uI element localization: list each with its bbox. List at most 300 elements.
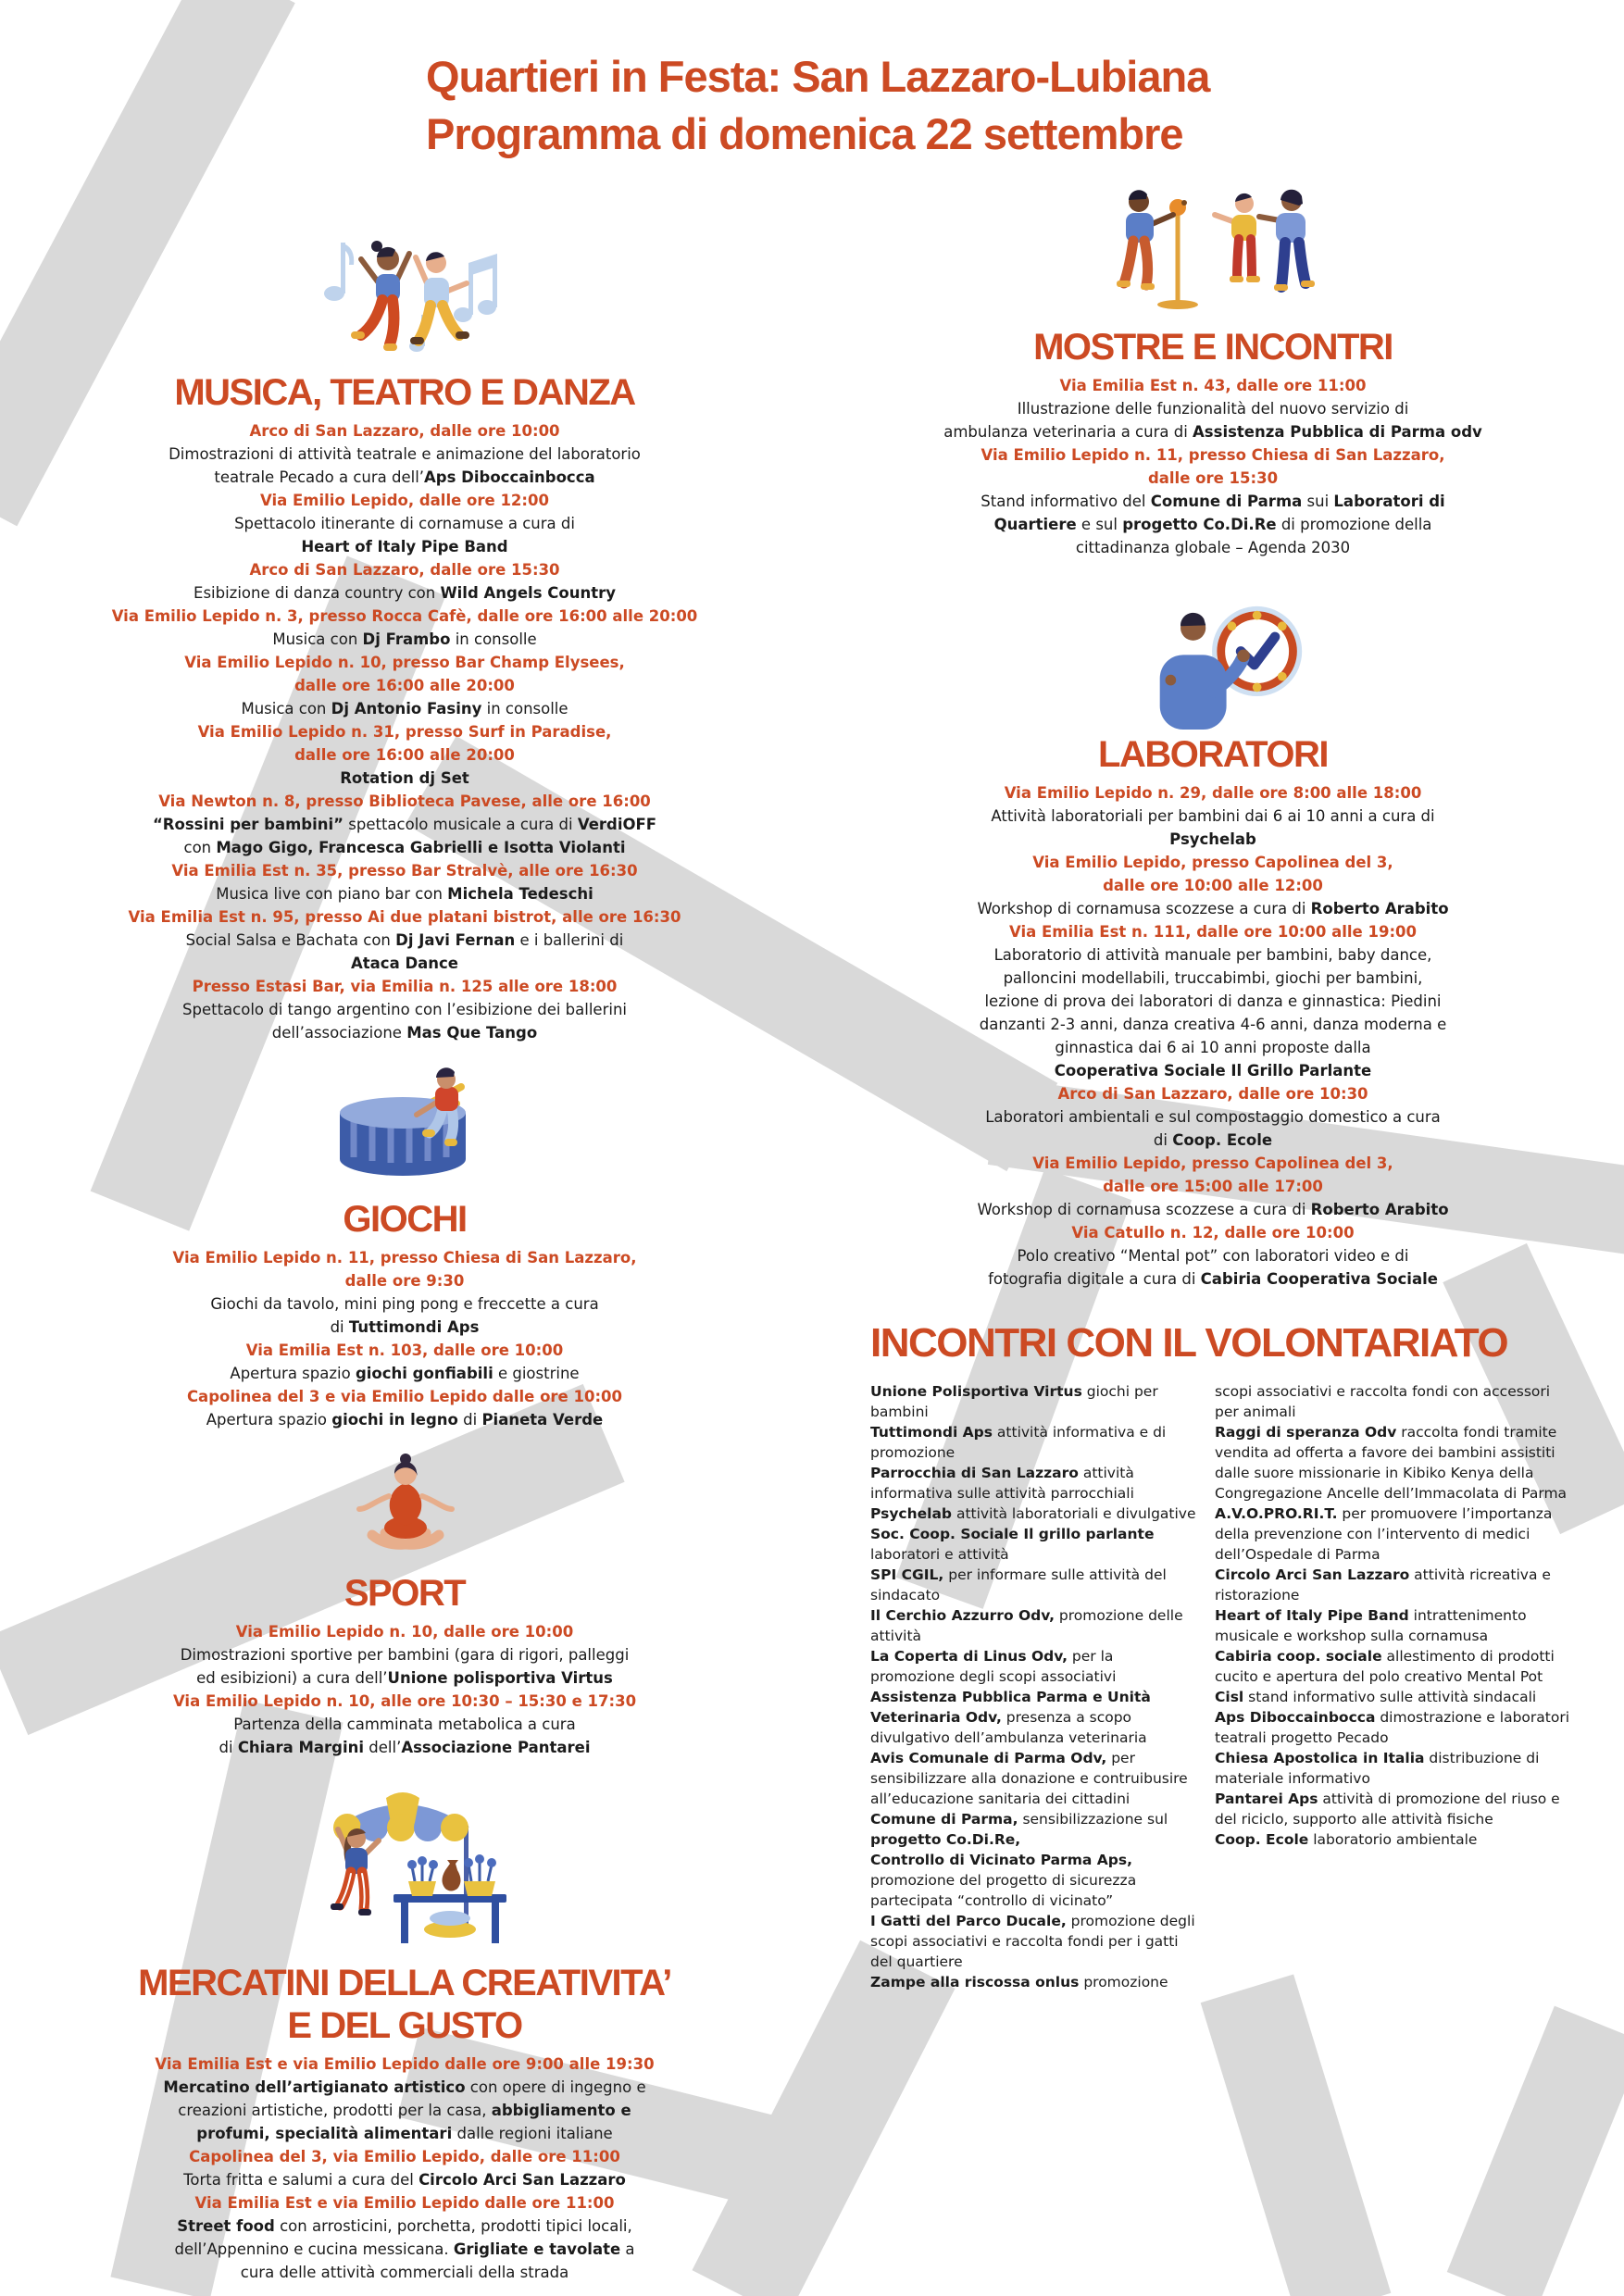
text-run: abbigliamento e	[491, 2102, 631, 2119]
text-run: Stand informativo del	[981, 493, 1151, 510]
event-location-time	[104, 1339, 706, 1362]
text-run: Musica con	[241, 700, 331, 718]
text-run: Quartiere	[993, 516, 1077, 533]
event-description	[104, 1736, 706, 1759]
text-run: Illustrazione delle funzionalità del nuovo servizio di	[1017, 400, 1409, 418]
event-description	[104, 836, 706, 859]
text-run: Via Emilio Lepido n. 11, presso Chiesa di San Lazzaro,	[981, 446, 1445, 464]
text-run: Via Emilio Lepido, presso Capolinea del 3,	[1032, 854, 1393, 871]
dancing-people-illustration	[104, 206, 706, 368]
text-run: Pantarei Aps	[1215, 1791, 1318, 1807]
text-run: raccolta fondi tramite vendita ad offerta a favore dei bambini assistiti dalle suore missionarie in Kibiko Kenya della Congregazione Ancelle dell’Immacolata di Parma	[1215, 1424, 1568, 1502]
text-run: di	[1153, 1131, 1173, 1149]
text-run: A.V.O.PRO.RI.T.	[1215, 1505, 1338, 1522]
text-run: Assistenza Pubblica di Parma odv	[1193, 423, 1482, 441]
event-location-time	[907, 1221, 1518, 1244]
text-run: Comune di Parma	[1150, 493, 1303, 510]
volontariato-entry	[1215, 1646, 1570, 1687]
event-location-time	[907, 874, 1518, 897]
text-run: Giochi da tavolo, mini ping pong e freccette a cura	[210, 1295, 599, 1313]
text-run: ed esibizioni) a cura dell’	[196, 1669, 388, 1687]
text-run: giochi gonfiabili	[355, 1365, 493, 1382]
text-run: dimostrazione e laboratori teatrali progetto Pecado	[1215, 1709, 1569, 1746]
event-description	[104, 443, 706, 466]
event-description	[104, 1408, 706, 1431]
text-run: per la promozione degli scopi associativi	[870, 1648, 1117, 1685]
text-run: Laboratori di	[1333, 493, 1445, 510]
text-run: Mas Que Tango	[406, 1024, 538, 1042]
section-giochi	[104, 1055, 706, 1431]
text-run: in consolle	[481, 700, 568, 718]
text-run: Via Emilio Lepido n. 31, presso Surf in Paradise,	[197, 723, 612, 741]
text-run: Chiesa Apostolica in Italia	[1215, 1750, 1425, 1766]
event-description	[104, 1713, 706, 1736]
event-description	[104, 1292, 706, 1316]
event-description	[907, 1059, 1518, 1082]
event-description	[907, 1198, 1518, 1221]
meditation-illustration	[104, 1448, 706, 1568]
event-location-time	[104, 1620, 706, 1643]
text-run: Cabiria coop. sociale	[1215, 1648, 1382, 1665]
text-run: Arco di San Lazzaro, dalle ore 10:30	[1057, 1085, 1368, 1103]
text-run: Avis Comunale di Parma Odv,	[870, 1750, 1107, 1766]
section-title-musica: MUSICA, TEATRO E DANZA	[174, 372, 635, 413]
tambourine-person-illustration	[907, 572, 1518, 730]
text-run: Street food	[177, 2217, 275, 2235]
text-run: a	[620, 2240, 635, 2258]
text-run: Esibizione di danza country con	[194, 584, 441, 602]
event-location-time	[104, 489, 706, 512]
event-description	[907, 490, 1518, 513]
road-band	[1447, 2006, 1624, 2296]
text-run: sensibilizzazione sul	[1018, 1811, 1168, 1828]
text-run: Apertura spazio	[206, 1411, 332, 1429]
text-run: Cooperativa Sociale Il Grillo Parlante	[1054, 1062, 1372, 1079]
section-mostre-events	[907, 374, 1518, 559]
section-title-laboratori: LABORATORI	[1098, 734, 1328, 775]
event-description	[104, 952, 706, 975]
event-description	[907, 420, 1518, 443]
event-location-time	[104, 1385, 706, 1408]
event-description	[104, 1643, 706, 1666]
section-giochi-events	[104, 1246, 706, 1431]
event-description	[104, 2261, 706, 2284]
section-title-mostre: MOSTRE E INCONTRI	[1033, 327, 1393, 368]
event-location-time	[104, 2053, 706, 2076]
text-run: spettacolo musicale a cura di	[344, 816, 578, 833]
text-run: presenza a scopo divulgativo dell’ambulanza veterinaria	[870, 1709, 1147, 1746]
section-sport-events	[104, 1620, 706, 1759]
text-run: laboratori e attività	[870, 1546, 1009, 1563]
text-run: Wild Angels Country	[440, 584, 616, 602]
text-run: “Rossini per bambini”	[152, 816, 344, 833]
text-run: Via Emilia Est e via Emilio Lepido dalle ore 11:00	[194, 2194, 615, 2212]
text-run: promozione delle attività	[870, 1607, 1183, 1644]
volontariato-entry	[870, 1687, 1196, 1748]
event-description	[907, 1267, 1518, 1291]
text-run: Via Emilio Lepido, presso Capolinea del 3,	[1032, 1154, 1393, 1172]
event-location-time	[104, 905, 706, 929]
event-description	[907, 805, 1518, 828]
text-run: Via Emilio Lepido n. 10, alle ore 10:30 – 15:30 e 17:30	[172, 1692, 637, 1710]
text-run: sui	[1302, 493, 1334, 510]
event-location-time	[907, 920, 1518, 943]
section-sport	[104, 1448, 706, 1759]
text-run: Dj Antonio Fasiny	[331, 700, 482, 718]
text-run: attività informativa e di promozione	[870, 1424, 1167, 1461]
event-description	[104, 1666, 706, 1690]
text-run: Via Emilio Lepido n. 11, presso Chiesa di San Lazzaro,	[172, 1249, 637, 1267]
text-run: dalle ore 9:30	[344, 1272, 465, 1290]
event-location-time	[104, 2145, 706, 2168]
text-run: di	[330, 1318, 349, 1336]
event-description	[104, 697, 706, 720]
volontariato-entry	[870, 1524, 1196, 1565]
event-description	[104, 535, 706, 558]
volontariato-columns	[870, 1381, 1570, 1992]
event-location-time	[907, 1152, 1518, 1175]
text-run: Musica con	[272, 630, 363, 648]
volontariato-entry	[870, 1463, 1196, 1504]
text-run: Via Emilia Est n. 35, presso Bar Stralvè, alle ore 16:30	[171, 862, 638, 880]
event-description	[907, 536, 1518, 559]
event-description	[907, 828, 1518, 851]
volontariato-entry	[870, 1605, 1196, 1646]
text-run: Musica live con piano bar con	[216, 885, 448, 903]
text-run: Associazione Pantarei	[401, 1739, 591, 1756]
text-run: attività di promozione del riuso e del riciclo, supporto alle attività fisiche	[1215, 1791, 1560, 1828]
volontariato-entry	[870, 1422, 1196, 1463]
text-run: ginnastica dai 6 ai 10 anni proposte dalla	[1055, 1039, 1371, 1056]
text-run: allestimento di prodotti cucito e apertura del polo creativo Mental Pot	[1215, 1648, 1555, 1685]
text-run: stand informativo sulle attività sindacali	[1243, 1689, 1537, 1705]
text-run: Capolinea del 3 e via Emilio Lepido dalle ore 10:00	[186, 1388, 623, 1405]
text-run: Heart of Italy Pipe Band	[1215, 1607, 1409, 1624]
event-description	[907, 967, 1518, 990]
text-run: e i ballerini di	[515, 931, 624, 949]
text-run: Aps Diboccainbocca	[1215, 1709, 1376, 1726]
text-run: intrattenimento musicale e workshop sulla cornamusa	[1215, 1607, 1527, 1644]
text-run: Laboratorio di attività manuale per bambini, baby dance,	[993, 946, 1432, 964]
text-run: promozione	[1079, 1974, 1168, 1990]
section-mostre	[907, 174, 1518, 559]
text-run: Laboratori ambientali e sul compostaggio domestico a cura	[985, 1108, 1441, 1126]
text-run: lezione di prova dei laboratori di danza e ginnastica: Piedini	[984, 992, 1442, 1010]
section-title-mercatini-line2: E DEL GUSTO	[287, 2005, 522, 2046]
section-laboratori-events	[907, 781, 1518, 1291]
text-run: Psychelab	[870, 1505, 953, 1522]
text-run: Social Salsa e Bachata con	[185, 931, 396, 949]
event-description	[907, 897, 1518, 920]
section-musica	[104, 206, 706, 1044]
volontariato-entry	[870, 1911, 1196, 1972]
event-location-time	[104, 1690, 706, 1713]
event-location-time	[907, 851, 1518, 874]
event-description	[104, 2215, 706, 2238]
text-run: Tuttimondi Aps	[870, 1424, 993, 1441]
text-run: dalle ore 16:00 alle 20:00	[294, 677, 515, 694]
text-run: Capolinea del 3, via Emilio Lepido, dalle ore 11:00	[189, 2148, 620, 2165]
text-run: Via Catullo n. 12, dalle ore 10:00	[1071, 1224, 1355, 1242]
section-musica-events	[104, 419, 706, 1044]
event-description	[907, 990, 1518, 1013]
text-run: Unione Polisportiva Virtus	[870, 1383, 1082, 1400]
text-run: dell’Appennino e cucina messicana.	[174, 2240, 454, 2258]
text-run: dalle ore 10:00 alle 12:00	[1103, 877, 1323, 894]
text-run: progetto Co.Di.Re	[1122, 516, 1277, 533]
text-run: dalle regioni italiane	[452, 2125, 613, 2142]
drum-illustration	[104, 1055, 706, 1194]
event-location-time	[104, 674, 706, 697]
event-description	[104, 998, 706, 1021]
section-mercatini	[104, 1778, 706, 2284]
section-title-volontariato: INCONTRI CON IL VOLONTARIATO	[870, 1320, 1508, 1366]
section-volontariato	[870, 1322, 1570, 1992]
event-description	[104, 1021, 706, 1044]
text-run: creazioni artistiche, prodotti per la casa,	[178, 2102, 492, 2119]
text-run: Parrocchia di San Lazzaro	[870, 1465, 1079, 1481]
event-description	[907, 1013, 1518, 1036]
text-run: Assistenza Pubblica Parma e Unità Veterinaria Odv,	[870, 1689, 1151, 1726]
event-description	[104, 2076, 706, 2099]
text-run: dell’	[364, 1739, 402, 1756]
event-location-time	[104, 1269, 706, 1292]
event-description	[907, 397, 1518, 420]
text-run: e sul	[1076, 516, 1123, 533]
section-title-giochi: GIOCHI	[343, 1199, 467, 1240]
text-run: Arco di San Lazzaro, dalle ore 10:00	[249, 422, 560, 440]
text-run: Via Emilio Lepido n. 29, dalle ore 8:00 alle 18:00	[1004, 784, 1422, 802]
text-run: Cisl	[1215, 1689, 1244, 1705]
event-description	[104, 813, 706, 836]
event-location-time	[907, 443, 1518, 467]
text-run: Via Newton n. 8, presso Biblioteca Pavese, alle ore 16:00	[158, 792, 651, 810]
volontariato-entry	[870, 1646, 1196, 1687]
text-run: per informare sulle attività del sindacato	[870, 1566, 1167, 1603]
text-run: Unione polisportiva Virtus	[387, 1669, 613, 1687]
text-run: progetto Co.Di.Re,	[870, 1831, 1021, 1848]
text-run: con	[183, 839, 217, 856]
text-run: Controllo di Vicinato Parma Aps,	[870, 1852, 1132, 1868]
event-location-time	[104, 743, 706, 767]
text-run: Pianeta Verde	[481, 1411, 604, 1429]
text-run: Dj Frambo	[362, 630, 451, 648]
text-run: Via Emilia Est n. 103, dalle ore 10:00	[245, 1341, 564, 1359]
text-run: Circolo Arci San Lazzaro	[1215, 1566, 1410, 1583]
text-run: laboratorio ambientale	[1308, 1831, 1478, 1848]
text-run: Via Emilia Est e via Emilio Lepido dalle ore 9:00 alle 19:30	[155, 2055, 655, 2073]
volontariato-entry	[870, 1565, 1196, 1605]
text-run: Dimostrazioni sportive per bambini (gara di rigori, palleggi	[180, 1646, 630, 1664]
section-title-mercatini	[104, 1962, 706, 2047]
text-run: Soc. Coop. Sociale Il grillo parlante	[870, 1526, 1155, 1542]
text-run: dalle ore 15:00 alle 17:00	[1103, 1178, 1323, 1195]
text-run: Circolo Arci San Lazzaro	[418, 2171, 626, 2189]
event-location-time	[104, 1246, 706, 1269]
event-description	[104, 882, 706, 905]
people-at-microphone-illustration	[907, 174, 1518, 322]
text-run: teatrale Pecado a cura dell’	[214, 468, 425, 486]
volontariato-entry	[1215, 1605, 1570, 1646]
text-run: promozione degli scopi associativi e raccolta fondi per i gatti del quartiere	[870, 1913, 1195, 1970]
text-run: Mago Gigo, Francesca Gabrielli e Isotta Violanti	[216, 839, 626, 856]
text-run: attività laboratoriali e divulgative	[952, 1505, 1196, 1522]
volontariato-entry	[1215, 1707, 1570, 1748]
text-run: Partenza della camminata metabolica a cura	[233, 1716, 576, 1733]
text-run: Mercatino dell’artigianato artistico	[163, 2078, 466, 2096]
event-description	[104, 2099, 706, 2122]
text-run: I Gatti del Parco Ducale,	[870, 1913, 1067, 1929]
event-location-time	[104, 859, 706, 882]
event-location-time	[104, 720, 706, 743]
volontariato-entry	[870, 1748, 1196, 1809]
text-run: Spettacolo di tango argentino con l’esibizione dei ballerini	[182, 1001, 627, 1018]
volontariato-entry	[1215, 1829, 1570, 1850]
text-run: dalle ore 16:00 alle 20:00	[294, 746, 515, 764]
text-run: fotografia digitale a cura di	[988, 1270, 1201, 1288]
event-location-time	[907, 467, 1518, 490]
text-run: Polo creativo “Mental pot” con laboratori video e di	[1017, 1247, 1409, 1265]
text-run: Coop. Ecole	[1172, 1131, 1273, 1149]
text-run: dell’associazione	[271, 1024, 407, 1042]
text-run: e giostrine	[493, 1365, 580, 1382]
event-description	[104, 1362, 706, 1385]
event-description	[907, 1036, 1518, 1059]
event-description	[907, 1244, 1518, 1267]
text-run: con arrosticini, porchetta, prodotti tipici locali,	[274, 2217, 632, 2235]
text-run: cura delle attività commerciali della strada	[240, 2264, 569, 2281]
text-run: Spettacolo itinerante di cornamuse a cura di	[234, 515, 575, 532]
text-run: cittadinanza globale – Agenda 2030	[1075, 539, 1351, 556]
event-description	[104, 581, 706, 605]
event-description	[104, 1316, 706, 1339]
text-run: di promozione della	[1276, 516, 1432, 533]
event-description	[907, 1129, 1518, 1152]
section-title-mercatini-line1: MERCATINI DELLA CREATIVITA’	[138, 1963, 671, 2003]
event-description	[104, 512, 706, 535]
event-description	[104, 929, 706, 952]
section-mercatini-events	[104, 2053, 706, 2284]
event-location-time	[104, 2191, 706, 2215]
event-location-time	[104, 651, 706, 674]
text-run: Via Emilio Lepido n. 10, presso Bar Champ Elysees,	[184, 654, 625, 671]
text-run: attività ricreativa e ristorazione	[1215, 1566, 1551, 1603]
text-run: Via Emilia Est n. 95, presso Ai due platani bistrot, alle ore 16:30	[128, 908, 681, 926]
volontariato-entry	[870, 1381, 1196, 1422]
text-run: promozione del progetto di sicurezza partecipata “controllo di vicinato”	[870, 1872, 1137, 1909]
text-run: Workshop di cornamusa scozzese a cura di	[977, 1201, 1311, 1218]
text-run: Workshop di cornamusa scozzese a cura di	[977, 900, 1311, 917]
text-run: di	[219, 1739, 238, 1756]
text-run: scopi associativi e raccolta fondi con accessori per animali	[1215, 1383, 1551, 1420]
text-run: attività informativa sulle attività parrocchiali	[870, 1465, 1134, 1502]
text-run: Raggi di speranza Odv	[1215, 1424, 1397, 1441]
volontariato-entry	[1215, 1565, 1570, 1605]
volontariato-entry	[870, 1972, 1196, 1992]
section-laboratori	[907, 572, 1518, 1291]
page-title-line2: Programma di domenica 22 settembre	[426, 109, 1183, 158]
text-run: Roberto Arabito	[1310, 900, 1449, 917]
section-title-sport: SPORT	[344, 1573, 466, 1614]
volontariato-entry	[1215, 1789, 1570, 1829]
volontariato-entry	[1215, 1687, 1570, 1707]
text-run: dalle ore 15:30	[1147, 469, 1279, 487]
text-run: Heart of Italy Pipe Band	[301, 538, 508, 555]
text-run: Via Emilio Lepido n. 3, presso Rocca Cafè, dalle ore 16:00 alle 20:00	[111, 607, 698, 625]
text-run: Arco di San Lazzaro, dalle ore 15:30	[249, 561, 560, 579]
event-location-time	[104, 605, 706, 628]
text-run: profumi, specialità alimentari	[196, 2125, 453, 2142]
text-run: Coop. Ecole	[1215, 1831, 1309, 1848]
volontariato-entry	[1215, 1748, 1570, 1789]
event-location-time	[104, 558, 706, 581]
text-run: Presso Estasi Bar, via Emilia n. 125 alle ore 18:00	[192, 978, 618, 995]
left-column	[104, 206, 706, 2284]
event-location-time	[907, 1082, 1518, 1105]
volontariato-entry	[870, 1850, 1196, 1911]
text-run: Michela Tedeschi	[447, 885, 593, 903]
event-location-time	[104, 419, 706, 443]
text-run: La Coperta di Linus Odv,	[870, 1648, 1068, 1665]
volontariato-entry	[1215, 1381, 1570, 1422]
event-description	[104, 628, 706, 651]
event-description	[907, 1105, 1518, 1129]
text-run: Cabiria Cooperativa Sociale	[1200, 1270, 1438, 1288]
text-run: palloncini modellabili, truccabimbi, giochi per bambini,	[1003, 969, 1423, 987]
text-run: giochi per bambini	[870, 1383, 1158, 1420]
event-location-time	[907, 1175, 1518, 1198]
text-run: per sensibilizzare alla donazione e contruibusire all’educazione sanitaria dei cittadini	[870, 1750, 1188, 1807]
event-description	[104, 767, 706, 790]
volontariato-entry	[870, 1504, 1196, 1524]
volontariato-entry	[1215, 1422, 1570, 1504]
event-description	[104, 2168, 706, 2191]
text-run: Via Emilio Lepido, dalle ore 12:00	[260, 492, 549, 509]
text-run: Torta fritta e salumi a cura del	[183, 2171, 419, 2189]
event-description	[104, 2238, 706, 2261]
text-run: Rotation dj Set	[340, 769, 469, 787]
text-run: Apertura spazio	[230, 1365, 356, 1382]
text-run: Comune di Parma,	[870, 1811, 1018, 1828]
text-run: Aps Diboccainbocca	[424, 468, 595, 486]
text-run: di	[457, 1411, 482, 1429]
right-column	[907, 174, 1518, 1291]
text-run: Grigliate e tavolate	[453, 2240, 621, 2258]
text-run: distribuzione di materiale informativo	[1215, 1750, 1540, 1787]
text-run: Il Cerchio Azzurro Odv,	[870, 1607, 1055, 1624]
text-run: Dimostrazioni di attività teatrale e animazione del laboratorio	[169, 445, 641, 463]
text-run: giochi in legno	[331, 1411, 458, 1429]
text-run: ambulanza veterinaria a cura di	[943, 423, 1193, 441]
text-run: con opere di ingegno e	[465, 2078, 646, 2096]
volontariato-entry	[870, 1809, 1196, 1850]
text-run: Roberto Arabito	[1310, 1201, 1449, 1218]
text-run: VerdiOFF	[577, 816, 657, 833]
volontariato-column-1	[870, 1381, 1196, 1992]
event-description	[104, 466, 706, 489]
text-run: Via Emilia Est n. 111, dalle ore 10:00 alle 19:00	[1008, 923, 1418, 941]
text-run: in consolle	[450, 630, 537, 648]
text-run: SPI CGIL,	[870, 1566, 944, 1583]
text-run: Via Emilia Est n. 43, dalle ore 11:00	[1059, 377, 1367, 394]
event-location-time	[104, 790, 706, 813]
text-run: Ataca Dance	[351, 955, 458, 972]
page-title	[426, 48, 1209, 163]
event-location-time	[907, 374, 1518, 397]
event-location-time	[104, 975, 706, 998]
text-run: Chiara Margini	[237, 1739, 365, 1756]
text-run: Dj Javi Fernan	[395, 931, 516, 949]
